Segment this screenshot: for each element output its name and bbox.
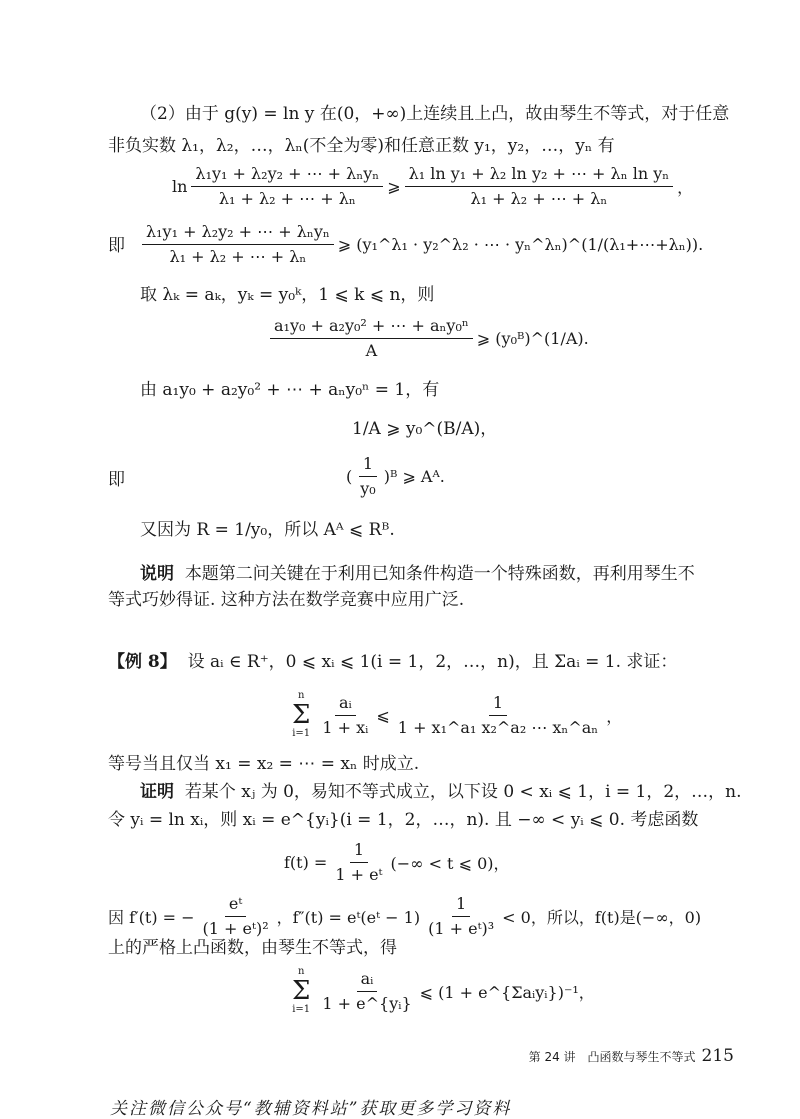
formula-power [346,454,445,499]
numerator: aᵢ [357,969,378,992]
formula-rhs: ⩾ (y₁^λ₁ · y₂^λ₂ · ⋯ · yₙ^λₙ)^(1/(λ₁+⋯+λₙ)). [337,235,704,254]
numerator: 1 [359,454,377,477]
denominator: 1 + eᵗ [335,865,383,884]
fraction [405,164,674,209]
promo-banner: 关注微信公众号“教辅资料站”获取更多学习资料 [110,1099,512,1119]
numerator: λ₁y₁ + λ₂y₂ + ⋯ + λₙyₙ [142,222,334,245]
paragraph-3: 取 λₖ = aₖ，yₖ = y₀ᵏ，1 ⩽ k ⩽ n，则 [140,285,435,305]
deriv-text-1: 因 f′(t) = − [108,908,195,927]
note-text-1: 本题第二问关键在于利用已知条件构造一个特殊函数，再利用琴生不 [184,564,695,584]
paren-open: ( [346,467,353,486]
numerator: 1 [350,840,368,863]
numerator: λ₁y₁ + λ₂y₂ + ⋯ + λₙyₙ [191,164,383,187]
numerator: λ₁ ln y₁ + λ₂ ln y₂ + ⋯ + λₙ ln yₙ [405,164,674,187]
deriv-text-3: < 0，所以，f(t)是(−∞，0) [502,908,702,927]
denominator: 1 + xᵢ [322,717,369,737]
formula-f-def [284,840,510,885]
chapter-title: 第 24 讲 凸函数与琴生不等式 [528,1050,696,1064]
formula-jensen-result [288,966,595,1016]
fraction [318,693,372,738]
denominator: 1 + e^{yᵢ} [322,993,412,1013]
fraction [191,164,383,209]
example-text: 设 aᵢ ∈ R⁺，0 ⩽ xᵢ ⩽ 1(i = 1，2，…，n)，且 Σaᵢ = 1. 求证： [187,652,678,672]
sum-lower: i=1 [292,728,311,739]
geq-sign: ⩾ [387,177,401,196]
sum-lower: i=1 [292,1004,311,1015]
sigma: Σ [292,700,311,730]
formula-rhs: ⩽ (1 + e^{Σaᵢyᵢ})⁻¹， [419,982,595,1002]
paragraph-5: 又因为 R = 1/y₀，所以 Aᴬ ⩽ Rᴮ. [140,520,395,540]
proof-text-1: 若某个 xⱼ 为 0，易知不等式成立，以下设 0 < xᵢ ⩽ 1，i = 1，2，…，n. [184,782,742,802]
formula-claim [288,690,622,740]
numerator: aᵢ [335,693,356,716]
denominator: λ₁ + λ₂ + ⋯ + λₙ [470,189,608,208]
fraction [424,894,498,939]
denominator: λ₁ + λ₂ + ⋯ + λₙ [169,247,307,266]
denominator: y₀ [360,479,376,498]
formula-weighted-mean [138,222,703,267]
denominator: 1 + x₁^a₁ x₂^a₂ ⋯ xₙ^aₙ [397,717,599,737]
example-line [108,650,677,674]
formula-jensen-log [172,164,693,209]
ln-label: ln [172,177,188,196]
proof-line-1 [140,780,742,804]
formula-rhs: )ᴮ ⩾ Aᴬ. [383,467,445,486]
fraction [331,840,386,885]
numerator: eᵗ [225,894,246,917]
comma: ， [606,706,623,726]
deriv-text-2: ，f″(t) = eᵗ(eᵗ − 1) [276,908,421,927]
fraction [318,969,415,1014]
example-label: 【例 8】 [108,652,177,672]
fraction [394,693,602,738]
sum-upper: n [297,690,305,701]
note-label: 说明 [140,564,174,584]
note-line-1 [140,562,695,586]
formula-lhs: f(t) = [284,853,328,872]
denominator: λ₁ + λ₂ + ⋯ + λₙ [218,189,356,208]
note-line-2: 等式巧妙得证. 这种方法在数学竞赛中应用广泛. [108,590,465,610]
numerator: a₁y₀ + a₂y₀² + ⋯ + aₙy₀ⁿ [270,316,473,339]
page-footer [529,1046,734,1066]
formula-1-over-a: 1/A ⩾ y₀^(B/A)， [352,419,498,439]
paragraph-2: 非负实数 λ₁，λ₂，…，λₙ(不全为零)和任意正数 y₁，y₂，…，yₙ 有 [108,136,615,156]
comma: ， [677,178,694,197]
formula-rhs: ⩾ (y₀ᴮ)^(1/A). [476,329,589,348]
fraction [270,316,473,361]
ji-label: 即 [108,236,125,256]
fraction [142,222,334,267]
denominator: (1 + eᵗ)³ [428,919,495,938]
paragraph-1: （2）由于 g(y) = ln y 在(0，+∞)上连续且上凸，故由琴生不等式，对于任意 [140,104,730,124]
denominator: A [365,341,378,360]
page-number: 215 [701,1046,734,1066]
numerator: 1 [452,894,470,917]
formula-substitution [266,316,589,361]
paragraph-6: 等号当且仅当 x₁ = x₂ = ⋯ = xₙ 时成立. [108,754,420,774]
proof-line-2: 令 yᵢ = ln xᵢ，则 xᵢ = e^{yᵢ}(i = 1，2，…，n). 且 −∞ < yᵢ ⩽ 0. 考虑函数 [108,810,699,830]
sigma: Σ [292,976,311,1006]
sum-upper: n [297,966,305,977]
fraction [356,454,379,499]
numerator: 1 [489,693,507,716]
sum-symbol [292,966,310,1016]
formula-rhs: (−∞ < t ⩽ 0)， [390,854,510,873]
proof-label: 证明 [140,782,174,802]
paragraph-8: 上的严格上凸函数，由琴生不等式，得 [108,938,397,958]
formula-derivatives [108,894,701,939]
denominator: (1 + eᵗ)² [202,919,269,938]
ji-label-2: 即 [108,470,125,490]
sum-symbol [292,690,310,740]
leq-sign: ⩽ [376,705,390,725]
paragraph-4: 由 a₁y₀ + a₂y₀² + ⋯ + aₙy₀ⁿ = 1，有 [140,380,440,400]
fraction [199,894,273,939]
